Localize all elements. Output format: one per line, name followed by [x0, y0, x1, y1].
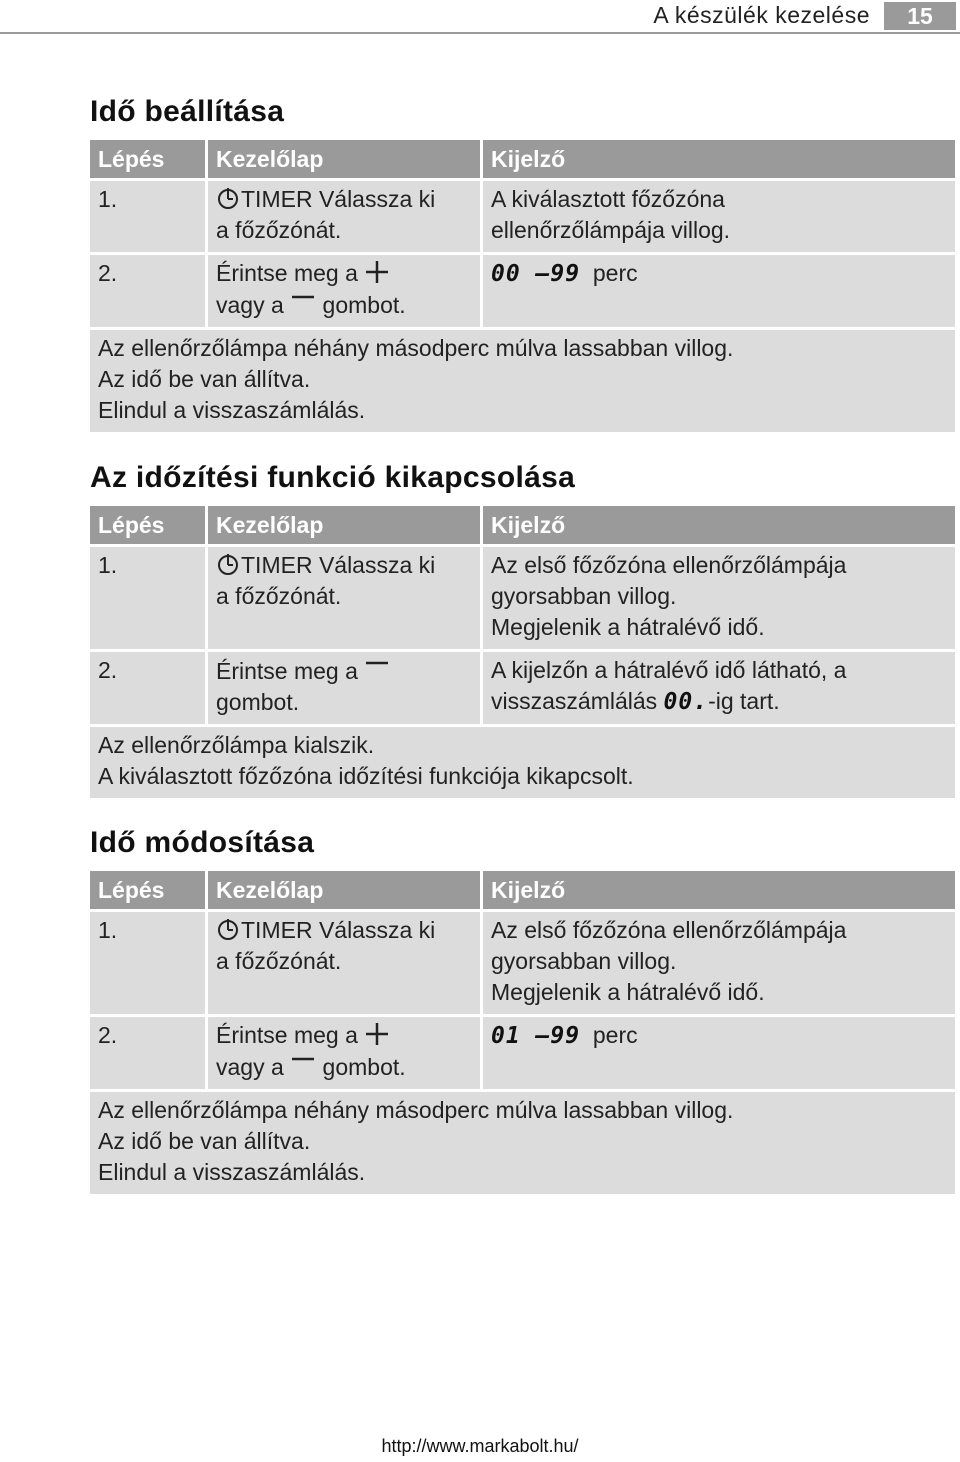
page-number: 15 [884, 2, 956, 30]
section-title: Idő beállítása [90, 95, 285, 128]
minus-icon [364, 655, 390, 681]
column-header-display: Kijelző [483, 140, 955, 181]
table-row [90, 181, 955, 255]
header-rule [0, 32, 960, 34]
display-cell [483, 652, 955, 727]
table-row [90, 1017, 955, 1092]
table-row [90, 1092, 955, 1197]
step-cell: 2. [90, 255, 208, 330]
note-text: Az ellenőrzőlámpa kialszik. [98, 732, 375, 758]
control-text: a főzőzónát. [216, 583, 342, 609]
note-text: A kiválasztott főzőzóna időzítési funkciója kikapcsolt. [98, 763, 634, 789]
control-cell [208, 912, 483, 1017]
control-text: TIMER Válassza ki [241, 186, 436, 212]
plus-icon [364, 1021, 390, 1047]
display-text: Megjelenik a hátralévő idő. [491, 979, 765, 1005]
note-text: Elindul a visszaszámlálás. [98, 1159, 366, 1185]
display-cell [483, 181, 955, 255]
step-cell: 1. [90, 547, 208, 652]
note-text: Az ellenőrzőlámpa néhány másodperc múlva lassabban villog. [98, 1097, 734, 1123]
display-unit: perc [592, 1022, 638, 1048]
table-row [90, 330, 955, 435]
column-header-step: Lépés [90, 871, 208, 912]
page-header [0, 0, 960, 34]
note-cell [90, 1092, 955, 1197]
control-cell [208, 547, 483, 652]
column-header-control: Kezelőlap [208, 140, 483, 181]
steps-table [90, 506, 955, 801]
display-text: A kiválasztott főzőzóna [491, 186, 725, 212]
table-row [90, 255, 955, 330]
step-cell: 2. [90, 652, 208, 727]
display-cell [483, 912, 955, 1017]
display-text: Az első főzőzóna ellenőrzőlámpája [491, 552, 847, 578]
control-text: vagy a [216, 1054, 284, 1080]
control-text: TIMER Válassza ki [241, 917, 436, 943]
control-text: Érintse meg a [216, 1022, 358, 1048]
section-title: Idő módosítása [90, 826, 315, 859]
control-text: a főzőzónát. [216, 217, 342, 243]
note-text: Az idő be van állítva. [98, 1128, 311, 1154]
control-text: gombot. [322, 292, 406, 318]
display-text: gyorsabban villog. [491, 583, 677, 609]
control-cell [208, 652, 483, 727]
display-text: visszaszámlálás [491, 688, 658, 714]
step-cell: 1. [90, 181, 208, 255]
footer-url: http://www.markabolt.hu/ [381, 1436, 579, 1456]
control-text: TIMER Válassza ki [241, 552, 436, 578]
note-cell [90, 727, 955, 801]
plus-icon [364, 259, 390, 285]
table-header-row [90, 506, 955, 547]
control-cell [208, 1017, 483, 1092]
step-cell: 2. [90, 1017, 208, 1092]
chapter-title: A készülék kezelése [653, 2, 870, 28]
control-cell [208, 181, 483, 255]
clock-icon [216, 186, 240, 210]
column-header-display: Kijelző [483, 506, 955, 547]
steps-table [90, 871, 955, 1197]
minus-icon [290, 289, 316, 315]
section-title: Az időzítési funkció kikapcsolása [90, 461, 576, 494]
display-text: gyorsabban villog. [491, 948, 677, 974]
note-cell [90, 330, 955, 435]
display-cell [483, 1017, 955, 1092]
display-text: Megjelenik a hátralévő idő. [491, 614, 765, 640]
display-text: Az első főzőzóna ellenőrzőlámpája [491, 917, 847, 943]
display-text: ellenőrzőlámpája villog. [491, 217, 731, 243]
control-text: a főzőzónát. [216, 948, 342, 974]
control-text: vagy a [216, 292, 284, 318]
column-header-step: Lépés [90, 140, 208, 181]
control-text: gombot. [322, 1054, 406, 1080]
column-header-control: Kezelőlap [208, 506, 483, 547]
clock-icon [216, 917, 240, 941]
control-text: Érintse meg a [216, 658, 358, 684]
table-row [90, 727, 955, 801]
control-text: gombot. [216, 689, 300, 715]
display-cell [483, 255, 955, 330]
column-header-step: Lépés [90, 506, 208, 547]
clock-icon [216, 552, 240, 576]
table-header-row [90, 871, 955, 912]
section-set-time [90, 92, 955, 435]
step-cell: 1. [90, 912, 208, 1017]
note-text: Elindul a visszaszámlálás. [98, 397, 366, 423]
table-header-row [90, 140, 955, 181]
control-cell [208, 255, 483, 330]
minus-icon [290, 1051, 316, 1077]
table-row [90, 912, 955, 1017]
display-cell [483, 547, 955, 652]
section-timer-off [90, 458, 955, 801]
note-text: Az ellenőrzőlámpa néhány másodperc múlva lassabban villog. [98, 335, 734, 361]
display-text: -ig tart. [708, 688, 780, 714]
column-header-control: Kezelőlap [208, 871, 483, 912]
display-text: A kijelzőn a hátralévő idő látható, a [491, 657, 847, 683]
steps-table [90, 140, 955, 435]
table-row [90, 547, 955, 652]
column-header-display: Kijelző [483, 871, 955, 912]
section-change-time [90, 823, 955, 1197]
control-text: Érintse meg a [216, 260, 358, 286]
display-unit: perc [592, 260, 638, 286]
segment-display: 01 –99 [491, 1023, 581, 1049]
note-text: Az idő be van állítva. [98, 366, 311, 392]
segment-display: 00. [663, 689, 709, 715]
table-row [90, 652, 955, 727]
segment-display: 00 –99 [491, 261, 581, 287]
